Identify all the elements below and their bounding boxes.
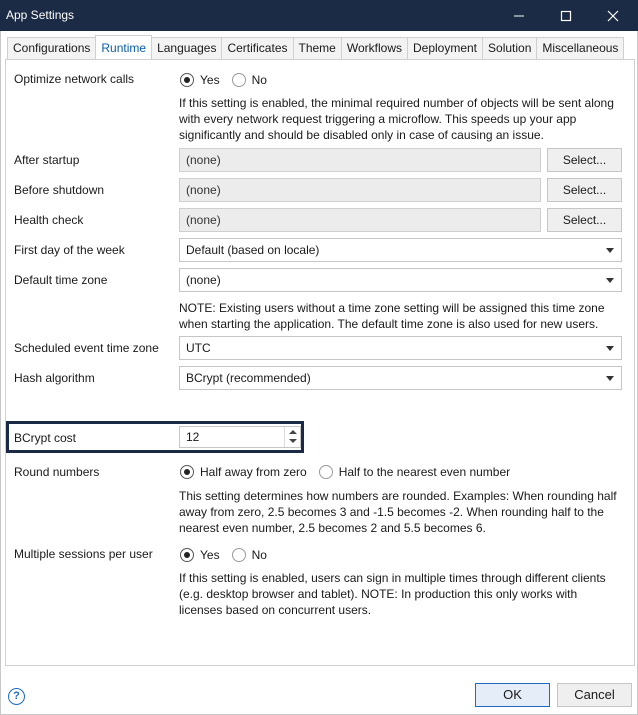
multiple-sessions-yes-label[interactable]: Yes: [200, 548, 220, 562]
bcrypt-cost-label: BCrypt cost: [14, 431, 77, 445]
chevron-down-icon: [606, 278, 614, 283]
multiple-sessions-no-radio[interactable]: [232, 548, 246, 562]
optimize-network-yes-radio[interactable]: [180, 73, 194, 87]
health-check-label: Health check: [14, 213, 84, 227]
tab-deployment[interactable]: Deployment: [407, 37, 483, 59]
chevron-down-icon: [606, 346, 614, 351]
tab-miscellaneous[interactable]: Miscellaneous: [536, 37, 624, 59]
optimize-network-no-label[interactable]: No: [251, 73, 267, 87]
spin-up-icon[interactable]: [289, 430, 297, 434]
scheduled-event-tz-label: Scheduled event time zone: [14, 341, 159, 355]
optimize-network-label: Optimize network calls: [14, 72, 135, 86]
multiple-sessions-no-label[interactable]: No: [251, 548, 267, 562]
tab-solution[interactable]: Solution: [482, 37, 537, 59]
multiple-sessions-description: If this setting is enabled, users can sign in multiple times through different clients (e.g. desktop browser and tablet). NOTE: In production this only works with licenses based on concurrent users.: [179, 571, 606, 617]
first-day-of-week-value: Default (based on locale): [186, 243, 320, 257]
optimize-network-yes-label[interactable]: Yes: [200, 73, 220, 87]
multiple-sessions-options: [180, 548, 279, 562]
tab-certificates[interactable]: Certificates: [221, 37, 293, 59]
multiple-sessions-yes-radio[interactable]: [180, 548, 194, 562]
first-day-of-week-label: First day of the week: [14, 243, 125, 257]
settings-dialog: [0, 31, 638, 715]
after-startup-select-button[interactable]: Select...: [547, 148, 622, 172]
runtime-panel: [5, 59, 635, 666]
help-icon: ?: [13, 690, 20, 702]
round-half-even-label[interactable]: Half to the nearest even number: [338, 465, 511, 479]
before-shutdown-field: (none): [179, 178, 541, 202]
after-startup-label: After startup: [14, 153, 80, 167]
close-icon: [607, 10, 619, 22]
round-numbers-options: [180, 465, 522, 479]
round-half-away-label[interactable]: Half away from zero: [200, 465, 307, 479]
bcrypt-cost-spinner[interactable]: [179, 426, 301, 448]
health-check-field: (none): [179, 208, 541, 232]
minimize-button[interactable]: [496, 0, 542, 31]
tab-languages[interactable]: Languages: [151, 37, 222, 59]
round-numbers-label: Round numbers: [14, 465, 100, 479]
tab-runtime[interactable]: Runtime: [95, 35, 152, 59]
minimize-icon: [513, 10, 525, 22]
optimize-network-no-radio[interactable]: [232, 73, 246, 87]
hash-algorithm-value: BCrypt (recommended): [186, 371, 311, 385]
hash-algorithm-label: Hash algorithm: [14, 371, 95, 385]
default-time-zone-dropdown[interactable]: [179, 268, 622, 292]
round-half-away-radio[interactable]: [180, 465, 194, 479]
close-button[interactable]: [590, 0, 636, 31]
default-time-zone-value: (none): [186, 273, 221, 287]
spin-down-icon[interactable]: [289, 439, 297, 443]
multiple-sessions-label: Multiple sessions per user: [14, 547, 153, 561]
health-check-select-button[interactable]: Select...: [547, 208, 622, 232]
cancel-button[interactable]: Cancel: [557, 683, 632, 707]
chevron-down-icon: [606, 376, 614, 381]
scheduled-event-tz-dropdown[interactable]: [179, 336, 622, 360]
maximize-icon: [560, 10, 572, 22]
round-half-even-radio[interactable]: [319, 465, 333, 479]
first-day-of-week-dropdown[interactable]: [179, 238, 622, 262]
default-time-zone-note: NOTE: Existing users without a time zone setting will be assigned this time zone when starting the application. The default time zone is also used for new users.: [179, 301, 605, 331]
title-bar: [0, 0, 638, 31]
tab-strip: [7, 37, 623, 59]
before-shutdown-label: Before shutdown: [14, 183, 105, 197]
chevron-down-icon: [606, 248, 614, 253]
bcrypt-cost-value: 12: [186, 430, 200, 444]
round-numbers-description: This setting determines how numbers are rounded. Examples: When rounding half away from zero, 2.5 becomes 3 and -1.5 becomes -2. When rounding half to the nearest even number, 2.5 becomes 2 and 5.5 becomes 6.: [179, 489, 617, 535]
help-button[interactable]: [8, 688, 25, 705]
tab-workflows[interactable]: Workflows: [341, 37, 408, 59]
before-shutdown-select-button[interactable]: Select...: [547, 178, 622, 202]
hash-algorithm-dropdown[interactable]: [179, 366, 622, 390]
tab-theme[interactable]: Theme: [293, 37, 342, 59]
window-title: App Settings: [6, 8, 75, 22]
optimize-network-options: [180, 73, 279, 87]
default-time-zone-label: Default time zone: [14, 273, 108, 287]
tab-configurations[interactable]: Configurations: [7, 37, 96, 59]
maximize-button[interactable]: [543, 0, 589, 31]
ok-button[interactable]: OK: [475, 683, 550, 707]
after-startup-field: (none): [179, 148, 541, 172]
scheduled-event-tz-value: UTC: [186, 341, 211, 355]
spinner-buttons: [284, 427, 300, 447]
optimize-network-description: If this setting is enabled, the minimal required number of objects will be sent along with every network request triggering a microflow. This speeds up your app significantly and should be disabled only in case of causing an issue.: [179, 96, 614, 142]
